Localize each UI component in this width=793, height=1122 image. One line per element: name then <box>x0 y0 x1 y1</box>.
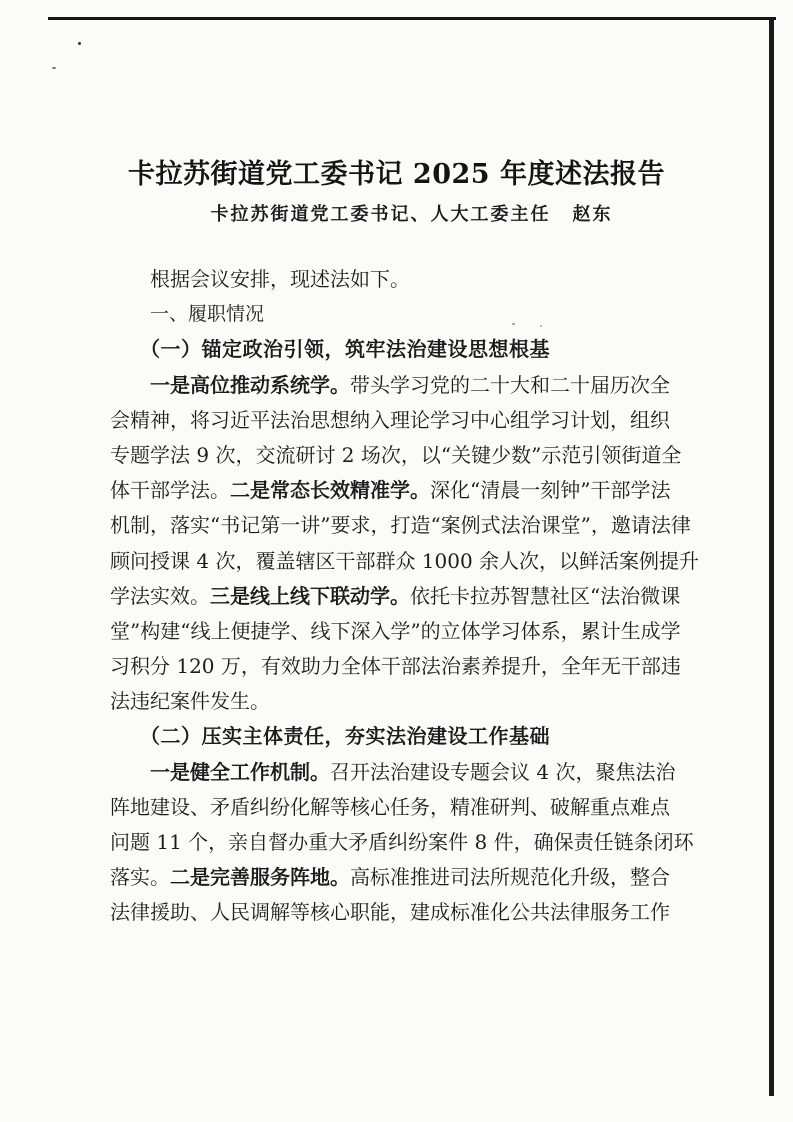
text-run: 堂”构建“线上便捷学、线下深入学”的立体学习体系，累计生成学 <box>110 618 681 643</box>
text-line <box>110 438 695 473</box>
text-run: 体干部学法。 <box>110 478 230 503</box>
document-title: 卡拉苏街道党工委书记 2025 年度述法报告 <box>128 159 665 190</box>
text-line <box>110 649 695 684</box>
text-run: 召开法治建设专题会议 4 次，聚焦法治 <box>330 759 676 784</box>
scan-speck <box>52 67 56 69</box>
text-run: 顾问授课 4 次，覆盖辖区干部群众 1000 余人次，以鲜活案例提升 <box>110 548 700 573</box>
text-line <box>110 895 695 930</box>
text-line <box>110 544 700 579</box>
subsection-heading-2: （二）压实主体责任，夯实法治建设工作基础 <box>140 724 550 749</box>
text-run: 会精神，将习近平法治思想纳入理论学习中心组学习计划，组织 <box>110 407 670 432</box>
subsection-1-paragraph <box>110 368 700 720</box>
emphasis-phrase: 一是健全工作机制。 <box>150 759 330 784</box>
text-line <box>110 473 695 508</box>
text-run: 阵地建设、矛盾纠纷化解等核心任务，精准研判、破解重点难点 <box>110 794 670 819</box>
text-run: 机制，落实“书记第一讲”要求，打造“案例式法治课堂”，邀请法律 <box>110 513 691 538</box>
text-line <box>110 508 695 543</box>
section-heading: 一、履职情况 <box>150 303 265 326</box>
emphasis-phrase: 三是线上线下联动学。 <box>210 583 410 608</box>
emphasis-phrase: 一是高位推动系统学。 <box>150 372 350 397</box>
text-run: 落实。 <box>110 865 170 890</box>
text-run: 高标准推进司法所规范化升级，整合 <box>350 865 670 890</box>
subsection-heading-1: （一）锚定政治引领，筑牢法治建设思想根基 <box>140 337 550 362</box>
text-line <box>110 614 695 649</box>
author-role: 卡拉苏街道党工委书记、人大工委主任 <box>210 204 551 225</box>
author-byline <box>0 200 793 226</box>
text-line <box>110 790 695 825</box>
emphasis-phrase: 二是完善服务阵地。 <box>170 865 350 890</box>
text-run: 法违纪案件发生。 <box>110 689 270 714</box>
subsection-2-paragraph <box>110 755 695 931</box>
text-line <box>110 579 695 614</box>
text-line <box>110 755 695 790</box>
text-line <box>110 684 695 719</box>
text-run: 深化“清晨一刻钟”干部学法 <box>430 478 671 503</box>
text-run: 专题学法 9 次，交流研讨 2 场次，以“关键少数”示范引领街道全 <box>110 442 682 467</box>
text-line <box>110 403 695 438</box>
scan-border-top <box>48 17 776 20</box>
text-run: 法律援助、人民调解等核心职能，建成标准化公共法律服务工作 <box>110 900 670 925</box>
text-line <box>110 860 695 895</box>
text-run: 带头学习党的二十大和二十届历次全 <box>350 372 670 397</box>
scan-speck <box>78 42 81 45</box>
emphasis-phrase: 二是常态长效精准学。 <box>230 478 430 503</box>
report-body <box>110 262 700 931</box>
text-line <box>110 368 695 403</box>
author-name: 赵东 <box>572 204 613 225</box>
text-run: 学法实效。 <box>110 583 210 608</box>
text-run: 依托卡拉苏智慧社区“法治微课 <box>410 583 681 608</box>
text-line <box>110 825 695 860</box>
text-run: 问题 11 个，亲自督办重大矛盾纠纷案件 8 件，确保责任链条闭环 <box>110 830 694 854</box>
text-run: 习积分 120 万，有效助力全体干部法治素养提升，全年无干部违 <box>110 654 681 679</box>
intro-paragraph: 根据会议安排，现述法如下。 <box>150 267 410 291</box>
